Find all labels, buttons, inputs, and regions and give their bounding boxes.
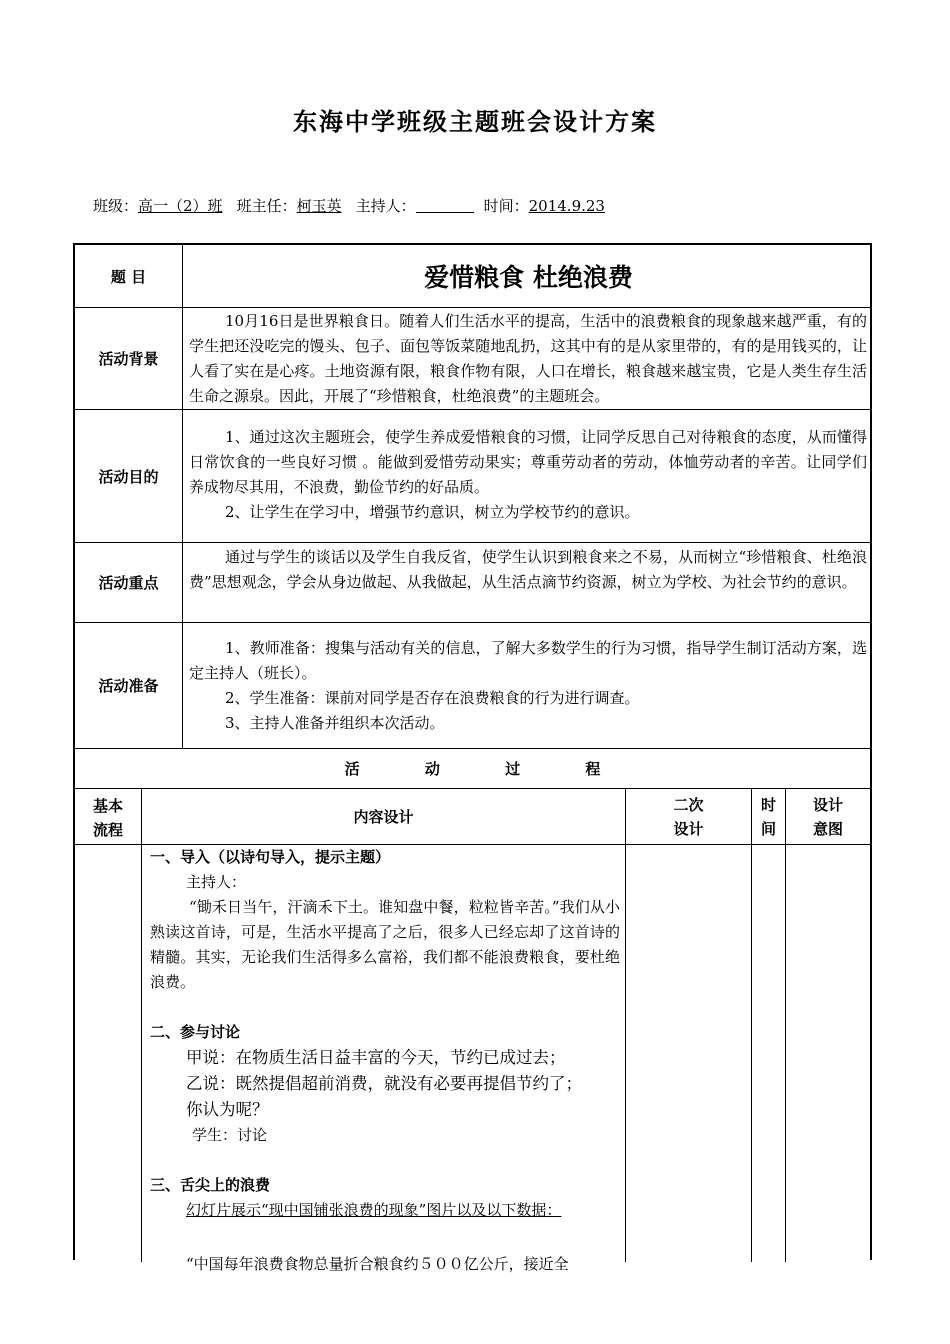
prep-paragraph-1: 1、教师准备：搜集与活动有关的信息，了解大多数学生的行为习惯，指导学生制订活动方案，选定主持人（班长）。 [189,639,867,682]
prep-label: 活动准备 [98,677,159,695]
subject-value: 爱惜粮食 杜绝浪费 [424,263,633,292]
document-title: 东海中学班级主题班会设计方案 [293,107,657,136]
prep-paragraph-2: 2、学生准备：课前对同学是否存在浪费粮食的行为进行调查。 [225,689,640,707]
process-title: 活 动 过 程 [344,760,601,778]
teacher-value: 柯玉英 [296,197,342,215]
purpose-paragraph-1: 1、通过这次主题班会，使学生养成爱惜粮食的习惯，让同学反思自己对待粮食的态度，从而懂得日常饮食的一些良好习惯 。能做到爱惜劳动果实；尊重劳动者的劳动，体恤劳动者的辛苦。让同学们养成物尽其用，不浪费，勤俭节约的好品质。 [189,428,867,496]
time-value: 2014.9.23 [528,197,605,215]
class-value: 高一（2）班 [138,197,223,215]
prep-text [189,636,867,736]
section2-line2: 乙说：既然提倡超前消费，就没有必要再提倡节约了； [186,1074,582,1093]
prep-paragraph-3: 3、主持人准备并组织本次活动。 [225,714,445,732]
section3-text: “中国每年浪费食物总量折合粮食约５００亿公斤，接近全 [186,1255,569,1273]
header-intent-line1: 设计 [812,795,843,814]
plan-table [73,243,872,1273]
section3-heading: 三、舌尖上的浪费 [150,1176,271,1194]
time-label: 时间： [483,197,529,215]
header-flow-line2: 流程 [92,820,123,839]
header-time [752,789,785,844]
host-label: 主持人： [355,197,416,215]
header-intent-line2: 意图 [812,819,843,838]
header-intent [786,789,870,844]
class-label: 班级： [93,197,139,215]
section2-students: 学生：讨论 [192,1126,268,1144]
subject-label: 题 目 [110,267,147,286]
background-text [189,309,867,409]
section3-slide: 幻灯片展示“现中国铺张浪费的现象”图片以及以下数据： [186,1201,562,1219]
purpose-label: 活动目的 [98,467,159,486]
background-paragraph: 10月16日是世界粮食日。随着人们生活水平的提高，生活中的浪费粮食的现象越来越严重，有的学生把还没吃完的馒头、包子、面包等饭菜随地乱扔，这其中有的是从家里带的，有的是用钱买的，让人看了实在是心疼。土地资源有限，粮食作物有限，人口在增长，粮食越来越宝贵，它是人类生存生活生命之源泉。因此，开展了“珍惜粮食，杜绝浪费”的主题班会。 [189,312,867,405]
section2-line3: 你认为呢？ [186,1100,269,1119]
section1-host: 主持人： [186,873,247,891]
focus-label: 活动重点 [98,574,159,592]
teacher-label: 班主任： [236,197,297,215]
purpose-text [189,425,867,525]
purpose-paragraph-2: 2、让学生在学习中，增强节约意识，树立为学校节约的意识。 [225,503,640,521]
background-label: 活动背景 [98,350,159,368]
header-time-line1: 时 [760,795,776,814]
header-flow [75,790,141,845]
info-line [93,195,605,216]
focus-text [189,545,867,595]
header-time-line2: 间 [760,819,776,838]
process-content [150,845,620,1277]
header-flow-line1: 基本 [92,796,123,815]
section1-heading: 一、导入（以诗句导入，提示主题） [150,848,391,866]
section1-text: “锄禾日当午，汗滴禾下土。谁知盘中餐，粒粒皆辛苦。”我们从小熟读这首诗，可是，生活水平提高了之后，很多人已经忘却了这首诗的精髓。其实，无论我们生活得多么富裕，我们都不能浪费粮食，要杜绝浪费。 [150,898,620,991]
section2-heading: 二、参与讨论 [150,1023,241,1041]
header-second-line1: 二次 [673,795,704,814]
header-content: 内容设计 [353,807,414,826]
header-second-design [626,789,751,844]
focus-paragraph: 通过与学生的谈话以及学生自我反省，使学生认识到粮食来之不易，从而树立“珍惜粮食、杜绝浪费”思想观念，学会从身边做起、从我做起，从生活点滴节约资源，树立为学校、为社会节约的意识。 [189,548,867,591]
host-blank [416,198,474,213]
header-second-line2: 设计 [673,819,704,838]
section2-line1: 甲说：在物质生活日益丰富的今天，节约已成过去； [186,1048,566,1067]
